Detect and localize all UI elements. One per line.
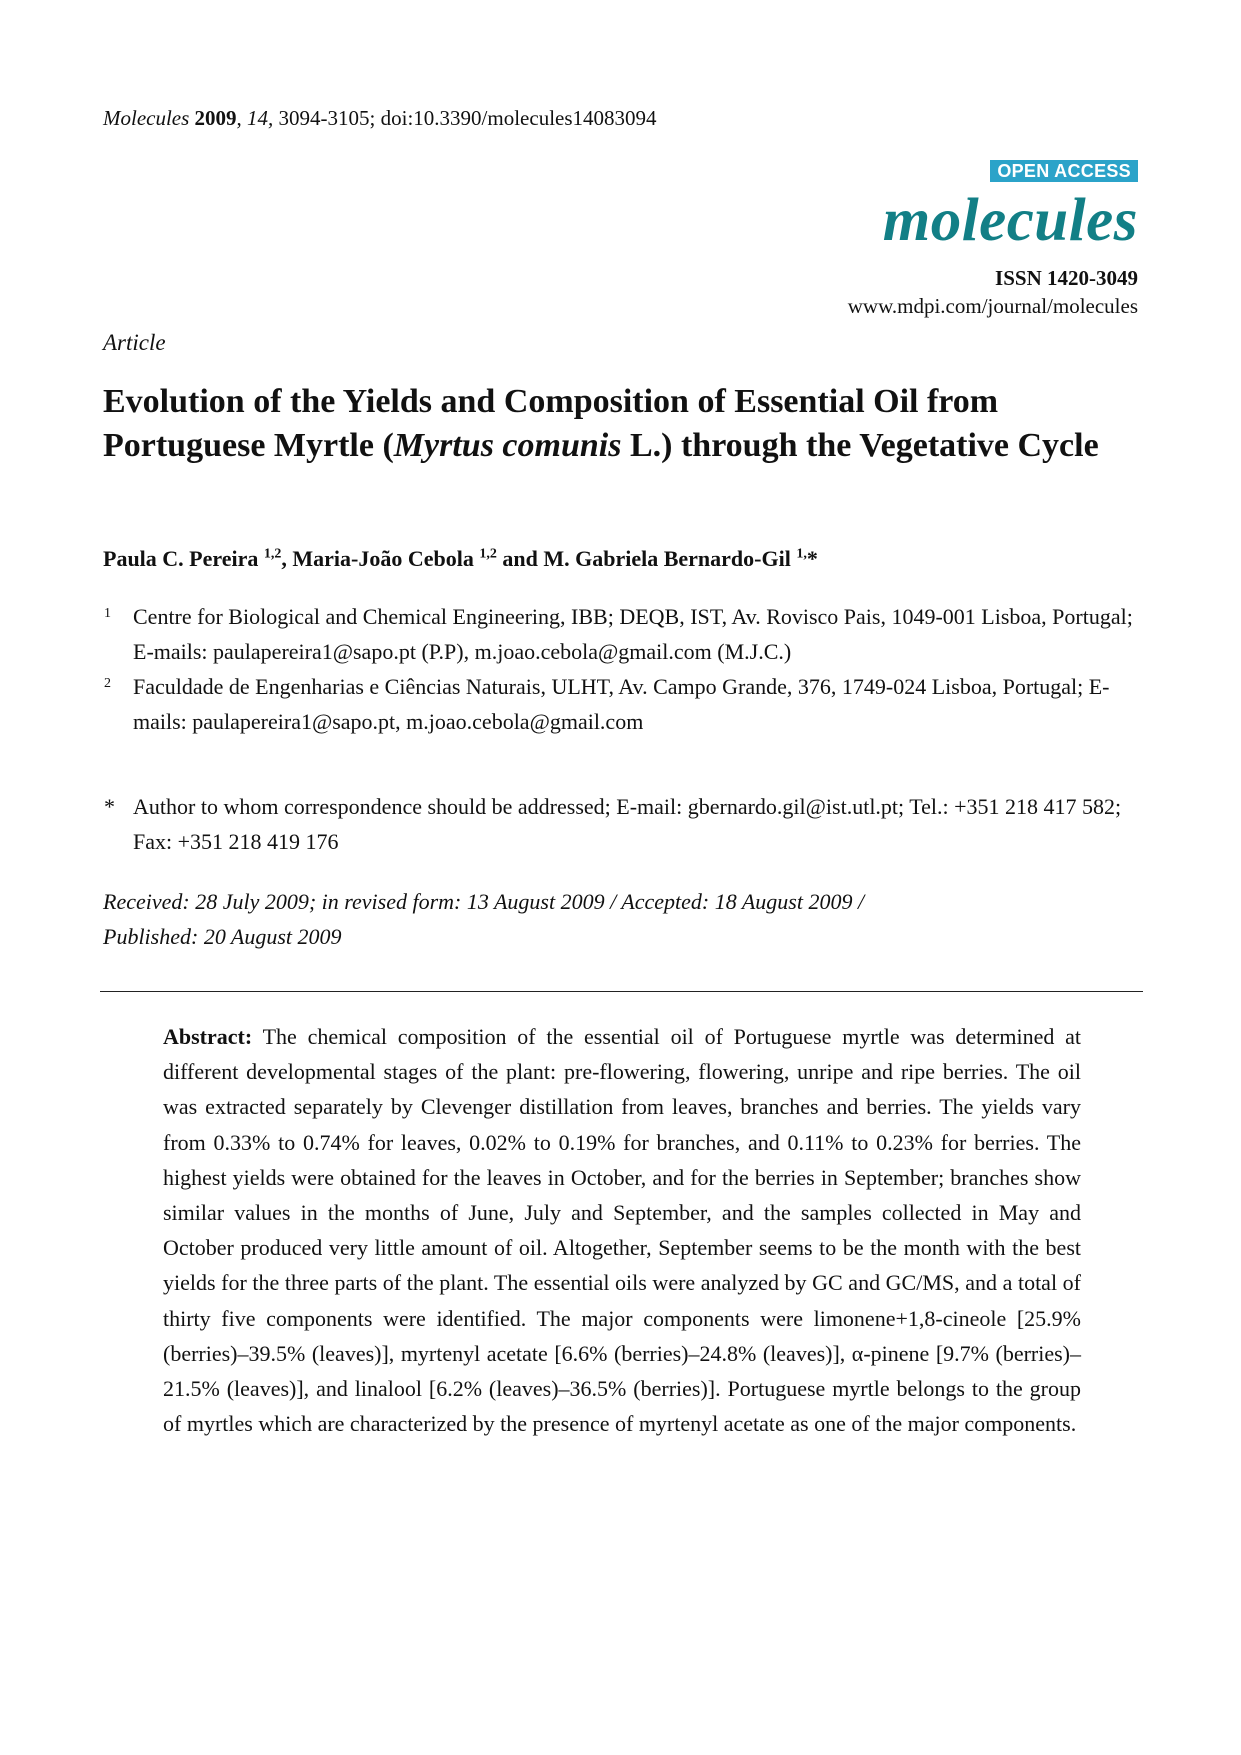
author-list [103, 545, 818, 573]
citation-year: 2009 [194, 106, 237, 130]
author-name: Paula C. Pereira [103, 546, 264, 571]
open-access-badge: OPEN ACCESS [990, 160, 1138, 182]
title-species: Myrtus comunis [393, 427, 622, 464]
author-affiliation-marker: 1,2 [479, 546, 497, 562]
author-separator: and [496, 546, 544, 571]
title-part-2: L.) through the Vegetative Cycle [621, 427, 1099, 464]
correspondence-mark: * [104, 794, 115, 819]
author-name: M. Gabriela Bernardo-Gil [543, 546, 797, 571]
publication-dates [103, 884, 1143, 954]
issn: ISSN 1420-3049 [995, 266, 1138, 290]
abstract-text: The chemical composition of the essential oil of Portuguese myrtle was determined at different developmental stages of the plant: pre-flowering, flowering, unripe and ripe berries. The oil was extracted separately by Clevenger distillation from leaves, branches and berries. The yields vary from 0.33% to 0.74% for leaves, 0.02% to 0.19% for branches, and 0.11% to 0.23% for berries. The highest yields were obtained for the leaves in October, and for the berries in September; branches show similar values in the months of June, July and September, and the samples collected in May and October produced very little amount of oil. Altogether, September seems to be the month with the best yields for the three parts of the plant. The essential oils were analyzed by GC and GC/MS, and a total of thirty five components were identified. The major components were limonene+1,8-cineole [25.9% (berries)–39.5% (leaves)], myrtenyl acetate [6.6% (berries)–24.8% (leaves)], α-pinene [9.7% (berries)–21.5% (leaves)], and linalool [6.2% (leaves)–36.5% (berries)]. Portuguese myrtle belongs to the group of myrtles which are characterized by the presence of myrtenyl acetate as one of the major components. [163, 1024, 1082, 1437]
abstract-label: Abstract: [163, 1024, 253, 1049]
paper-title [103, 380, 1143, 468]
author-affiliation-marker: 1, [796, 546, 807, 562]
dates-published-line: Published: 20 August 2009 [103, 924, 342, 949]
journal-logo: molecules [882, 187, 1138, 254]
title-part-1: Evolution of the Yields and Composition of Essential Oil from Portuguese Myrtle ( [103, 383, 999, 464]
affiliation-number: 2 [104, 676, 111, 691]
affiliation-text: Centre for Biological and Chemical Engineering, IBB; DEQB, IST, Av. Rovisco Pais, 1049-001 Lisboa, Portugal; E-mails: paulapereira1@sapo.pt (P.P), m.joao.cebola@gmail.com (M.J.C.) [133, 604, 1133, 664]
author-affiliation-marker: 1,2 [263, 546, 282, 562]
citation-volume: 14, [247, 106, 274, 130]
citation-journal: Molecules [103, 106, 190, 130]
correspondence-text: Author to whom correspondence should be addressed; E-mail: gbernardo.gil@ist.utl.pt; Tel.: +351 218 417 582; Fax: +351 218 419 176 [133, 794, 1122, 854]
corresponding-author-mark: * [806, 546, 818, 571]
affiliation-number: 1 [104, 606, 111, 621]
author-separator: , [281, 546, 293, 571]
citation-comma: , [236, 106, 248, 130]
abstract [163, 1019, 1081, 1441]
citation-pages-doi: 3094-3105; doi:10.3390/molecules14083094 [273, 106, 657, 130]
citation-line [103, 104, 657, 132]
journal-url[interactable]: www.mdpi.com/journal/molecules [847, 294, 1138, 318]
author-name: Maria-João Cebola [292, 546, 480, 571]
dates-received-line: Received: 28 July 2009; in revised form: 13 August 2009 / Accepted: 18 August 2009 / [103, 889, 865, 914]
section-divider [100, 991, 1143, 992]
affiliation-text: Faculdade de Engenharias e Ciências Naturais, ULHT, Av. Campo Grande, 376, 1749-024 Lisboa, Portugal; E-mails: paulapereira1@sapo.pt, m.joao.cebola@gmail.com [133, 674, 1110, 734]
article-type: Article [103, 330, 166, 355]
